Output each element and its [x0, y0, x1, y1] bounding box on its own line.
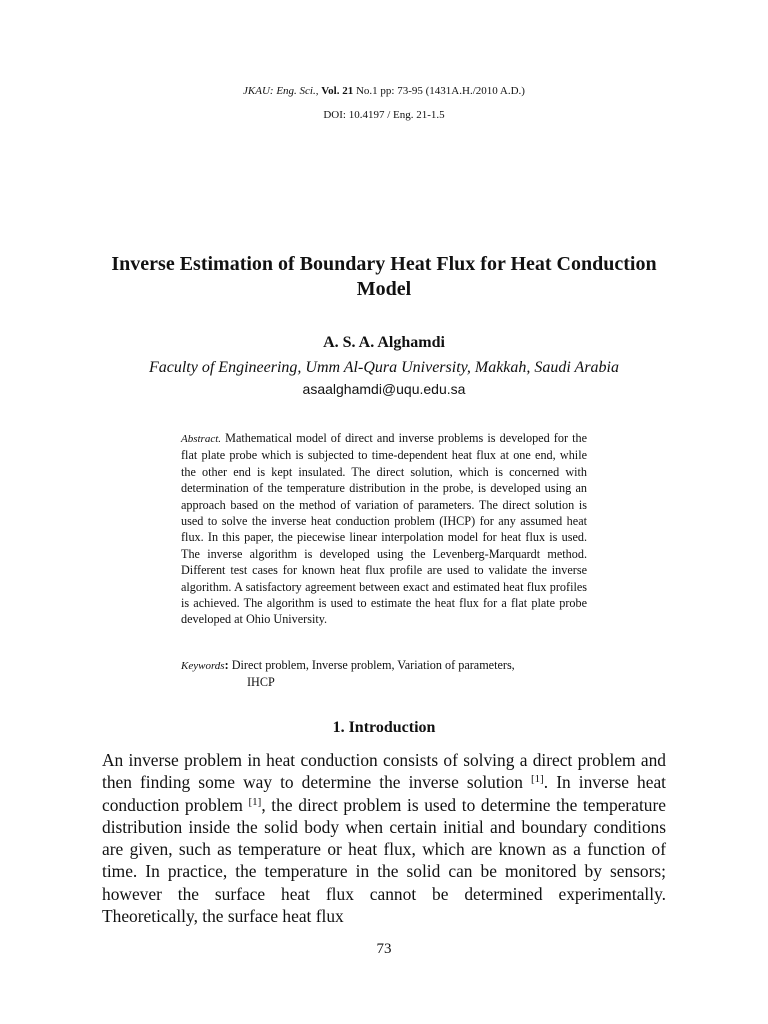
author-name: A. S. A. Alghamdi	[323, 334, 445, 351]
paper-title: Inverse Estimation of Boundary Heat Flux for Heat Conduction Model	[111, 253, 657, 300]
journal-issue-pages: No.1 pp: 73-95 (1431A.H./2010 A.D.)	[355, 85, 525, 97]
intro-text-1: An inverse problem in heat conduction consists of solving a direct problem and then finding some way to determine the inverse solution	[102, 750, 666, 793]
citation-ref-2: [1]	[248, 795, 262, 808]
author-affiliation: Faculty of Engineering, Umm Al-Qura University, Makkah, Saudi Arabia	[148, 359, 619, 376]
keywords-line-1: Direct problem, Inverse problem, Variation of parameters,	[231, 658, 515, 672]
intro-text-3: , the direct problem is used to determine the temperature distribution inside the solid body when certain initial and boundary conditions are given, such as temperature or heat flux, which are known as a function of time. In practice, the temperature in the solid can be monitored by sensors; however the surface heat flux cannot be determined experimentally. Theoretically, the surface heat flux	[102, 794, 666, 927]
keywords-line-2: IHCP	[247, 675, 275, 690]
journal-citation	[0, 84, 768, 98]
journal-name: JKAU: Eng. Sci.,	[243, 85, 319, 97]
section-heading-introduction: 1. Introduction	[332, 719, 436, 736]
doi: DOI: 10.4197 / Eng. 21-1.5	[323, 109, 445, 121]
abstract-text: Mathematical model of direct and inverse problems is developed for the flat plate probe which is subjected to time-dependent heat flux at one end, while the other end is kept insulated. The direct solution, which is concerned with determination of the temperature distribution in the probe, is developed using an approach based on the method of variation of parameters. The direct solution is used to solve the inverse heat conduction problem (IHCP) for any assumed heat flux. In this paper, the piecewise linear interpolation model for heat flux is used. The inverse algorithm is developed using the Levenberg-Marquardt method. Different test cases for known heat flux profile are used to validate the inverse algorithm. A satisfactory agreement between exact and estimated heat flux profiles is achieved. The algorithm is used to estimate the heat flux for a flat plate probe developed at Ohio University.	[181, 431, 587, 627]
intro-text-2: . In inverse heat conduction problem	[102, 772, 666, 815]
journal-volume: Vol. 21	[321, 85, 354, 97]
author-email: asaalghamdi@uqu.edu.sa	[302, 381, 466, 397]
introduction-paragraph	[102, 749, 666, 927]
keywords-label: Keywords	[181, 660, 225, 672]
page-number: 73	[376, 941, 392, 957]
abstract-label: Abstract.	[181, 433, 222, 445]
keywords: Keywords: Direct problem, Inverse problem, Variation of parameters, IHCP	[181, 657, 587, 691]
citation-ref-1: [1]	[530, 773, 544, 786]
abstract	[181, 430, 587, 628]
